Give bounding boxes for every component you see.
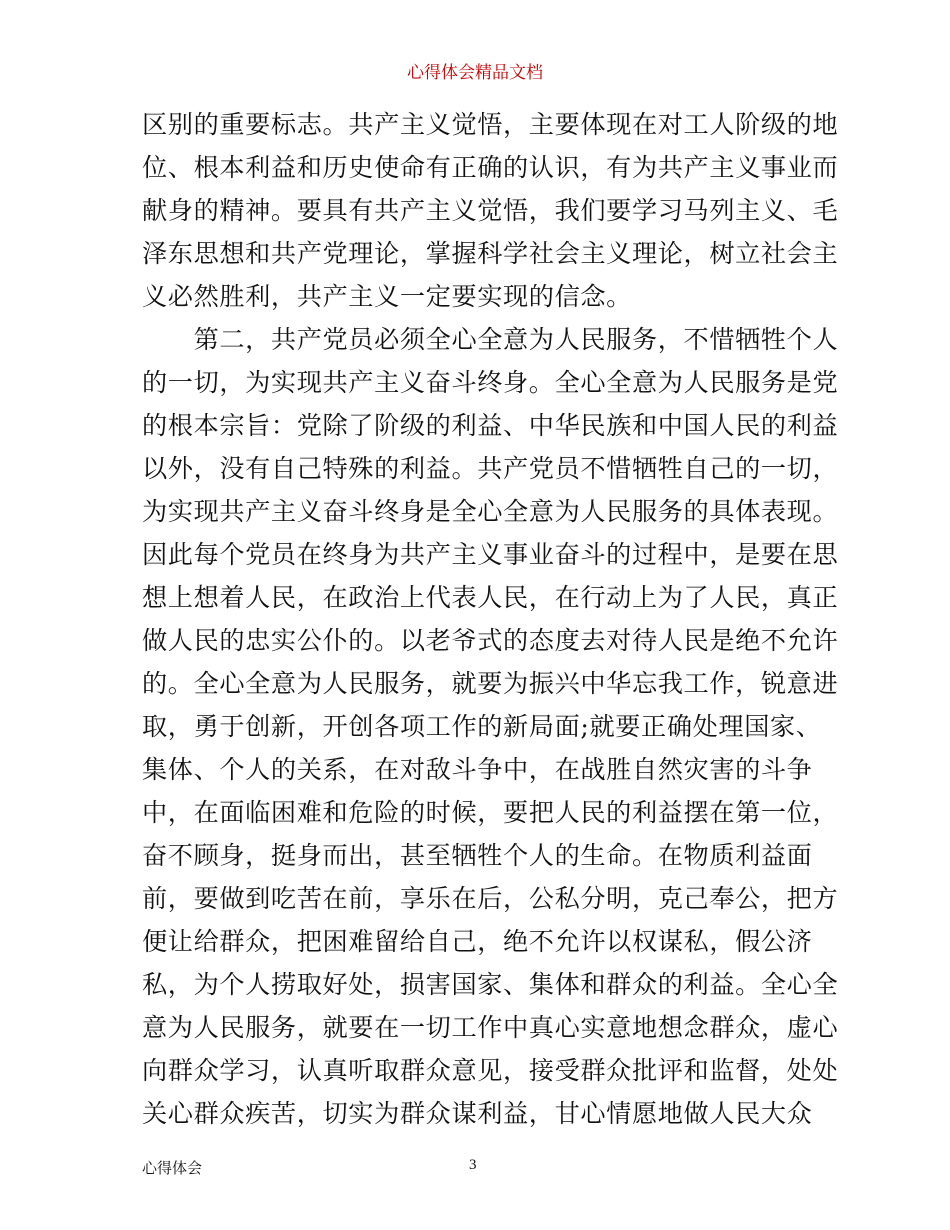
text-line: 的根本宗旨：党除了阶级的利益、中华民族和中国人民的利益 <box>142 411 839 440</box>
text-line: 想上想着人民，在政治上代表人民，在行动上为了人民，真正 <box>142 583 839 612</box>
text-line: 泽东思想和共产党理论，掌握科学社会主义理论，树立社会主 <box>142 239 839 268</box>
text-line: 奋不顾身，挺身而出，甚至牺牲个人的生命。在物质利益面 <box>142 841 813 870</box>
text-line: 做人民的忠实公仆的。以老爷式的态度去对待人民是绝不允许 <box>142 626 839 655</box>
text-line: 前，要做到吃苦在前，享乐在后，公私分明，克己奉公，把方 <box>142 884 839 913</box>
text-line: 的一切，为实现共产主义奋斗终身。全心全意为人民服务是党 <box>142 368 839 397</box>
text-line: 取，勇于创新，开创各项工作的新局面;就要正确处理国家、 <box>142 712 822 741</box>
text-line: 位、根本利益和历史使命有正确的认识，有为共产主义事业而 <box>142 153 839 182</box>
document-body <box>142 103 839 1135</box>
text-line: 因此每个党员在终身为共产主义事业奋斗的过程中，是要在思 <box>142 540 839 569</box>
text-line: 区别的重要标志。共产主义觉悟，主要体现在对工人阶级的地 <box>142 110 839 139</box>
text-line: 为实现共产主义奋斗终身是全心全意为人民服务的具体表现。 <box>142 497 839 526</box>
text-line: 便让给群众，把困难留给自己，绝不允许以权谋私，假公济 <box>142 927 813 956</box>
text-line: 的。全心全意为人民服务，就要为振兴中华忘我工作，锐意进 <box>142 669 839 698</box>
text-line: 义必然胜利，共产主义一定要实现的信念。 <box>142 282 632 311</box>
text-line: 意为人民服务，就要在一切工作中真心实意地想念群众，虚心 <box>142 1013 839 1042</box>
text-line: 关心群众疾苦，切实为群众谋利益，甘心情愿地做人民大众 <box>142 1099 813 1128</box>
text-line: 第二，共产党员必须全心全意为人民服务，不惜牺牲个人 <box>142 325 839 354</box>
footer-label: 心得体会 <box>142 1159 203 1177</box>
document-header-title: 心得体会精品文档 <box>407 63 543 83</box>
text-line: 中，在面临困难和危险的时候，要把人民的利益摆在第一位， <box>142 798 839 827</box>
text-line: 私，为个人捞取好处，损害国家、集体和群众的利益。全心全 <box>142 970 839 999</box>
text-line: 以外，没有自己特殊的利益。共产党员不惜牺牲自己的一切， <box>142 454 839 483</box>
page-number: 3 <box>469 1157 477 1173</box>
text-line: 献身的精神。要具有共产主义觉悟，我们要学习马列主义、毛 <box>142 196 839 225</box>
text-line: 集体、个人的关系，在对敌斗争中，在战胜自然灾害的斗争 <box>142 755 813 784</box>
text-line: 向群众学习，认真听取群众意见，接受群众批评和监督，处处 <box>142 1056 839 1085</box>
